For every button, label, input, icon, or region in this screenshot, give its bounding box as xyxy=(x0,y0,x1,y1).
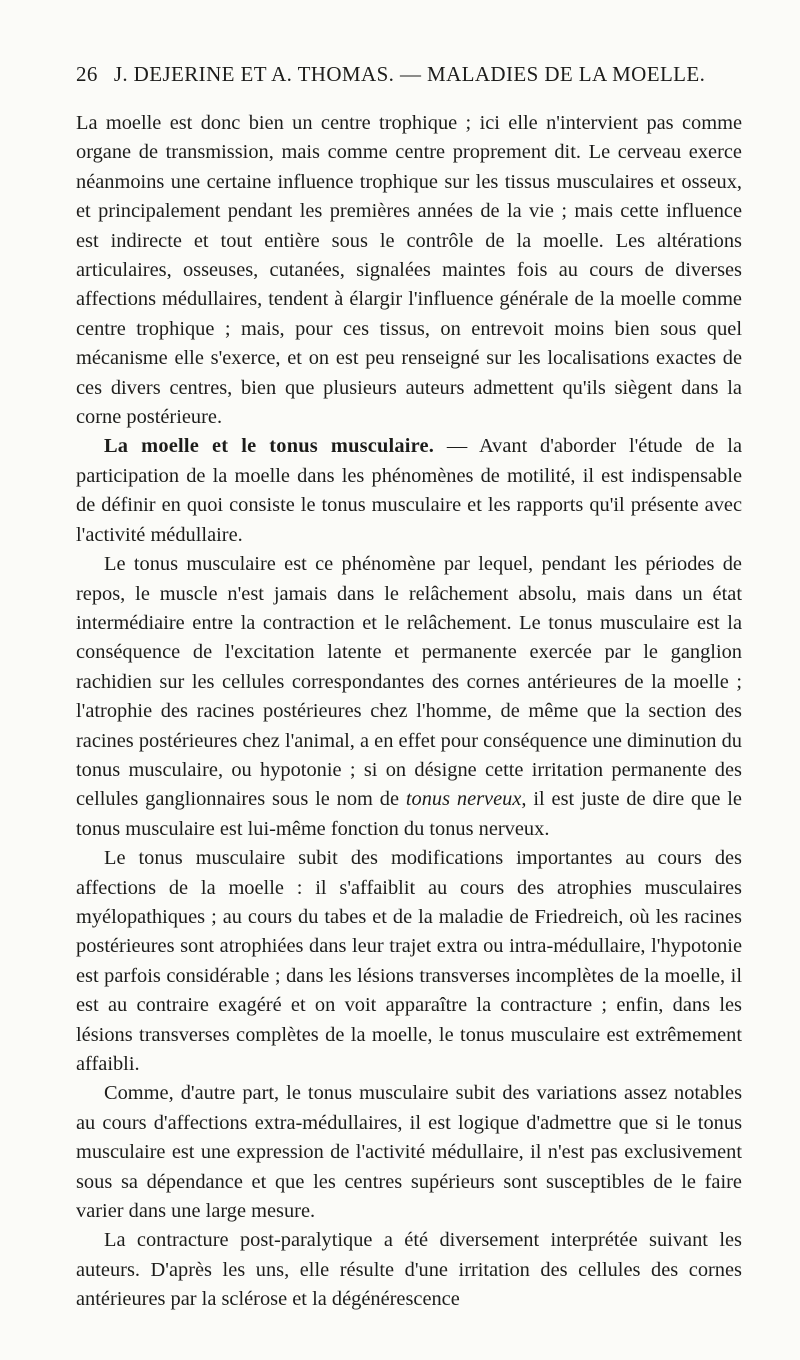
running-header xyxy=(76,62,742,87)
paragraph-trophic-centre xyxy=(76,109,742,432)
section-heading: La moelle et le tonus musculaire. xyxy=(104,435,435,458)
page-number: 26 xyxy=(76,62,98,86)
body-text xyxy=(76,109,742,1315)
paragraph-text: Le tonus musculaire est ce phénomène par lequel, pendant les périodes de repos, le muscle n'est jamais dans le relâchement absolu, mais dans un état intermédiaire entre la contraction et le relâchement. Le tonus musculaire est la conséquence de l'excitation latente et permanente exercée par le ganglion rachidien sur les cellules correspondantes des cornes antérieures de la moelle ; l'atrophie des racines postérieures chez l'homme, de même que la section des racines postérieures chez l'animal, a en effet pour conséquence une diminution du tonus musculaire, ou hypotonie ; si on désigne cette irritation permanente des cellules ganglionnaires sous le nom de xyxy=(76,553,742,811)
paragraph-text: , il est juste de dire que le tonus musculaire est lui-même fonction du tonus nerveux. xyxy=(76,788,742,840)
paragraph-text: La moelle est donc bien un centre trophique ; ici elle n'intervient pas comme organe de transmission, mais comme centre proprement dit. Le cerveau exerce néanmoins une certaine influence trophique sur les tissus musculaires et osseux, et principalement pendant les premières années de la vie ; mais cette influence est indirecte et tout entière sous le contrôle de la moelle. Les altérations articulaires, osseuses, cutanées, signalées maintes fois au cours de diverses affections médullaires, tendent à élargir l'influence générale de la moelle comme centre trophique ; mais, pour ces tissus, on entrevoit moins bien sous quel mécanisme elle s'exerce, et on est peu renseigné sur les localisations exactes de ces divers centres, bien que plusieurs auteurs admettent qu'ils siègent dans la corne postérieure. xyxy=(76,112,742,429)
paragraph-tonus-variations xyxy=(76,1079,742,1226)
paragraph-text: — Avant d'aborder l'étude de la participation de la moelle dans les phénomènes de motilité, il est indispensable de définir en quoi consiste le tonus musculaire et les rapports qu'il présente avec l'activité médullaire. xyxy=(76,435,742,546)
paragraph-tonus-modifications xyxy=(76,844,742,1079)
running-title: J. DEJERINE ET A. THOMAS. — MALADIES DE LA MOELLE. xyxy=(113,62,706,86)
paragraph-tonus-definition xyxy=(76,550,742,844)
paragraph-contracture xyxy=(76,1226,742,1314)
italic-term: tonus nerveux xyxy=(405,788,522,811)
paragraph-text: La contracture post-paralytique a été diversement interprétée suivant les auteurs. D'après les uns, elle résulte d'une irritation des cellules des cornes antérieures par la sclérose et la dégénérescence xyxy=(76,1229,742,1311)
paragraph-tonus-intro xyxy=(76,432,742,550)
paragraph-text: Comme, d'autre part, le tonus musculaire subit des variations assez notables au cours d'affections extra-médullaires, il est logique d'admettre que si le tonus musculaire est une expression de l'activité médullaire, il n'est pas exclusivement sous sa dépendance et que les centres supérieurs sont susceptibles de le faire varier dans une large mesure. xyxy=(76,1082,742,1223)
paragraph-text: Le tonus musculaire subit des modifications importantes au cours des affections de la moelle : il s'affaiblit au cours des atrophies musculaires myélopathiques ; au cours du tabes et de la maladie de Friedreich, où les racines postérieures sont atrophiées dans leur trajet extra ou intra-médullaire, l'hypotonie est parfois considérable ; dans les lésions transverses incomplètes de la moelle, il est au contraire exagéré et on voit apparaître la contracture ; enfin, dans les lésions transverses complètes de la moelle, le tonus musculaire est extrêmement affaibli. xyxy=(76,847,742,1075)
